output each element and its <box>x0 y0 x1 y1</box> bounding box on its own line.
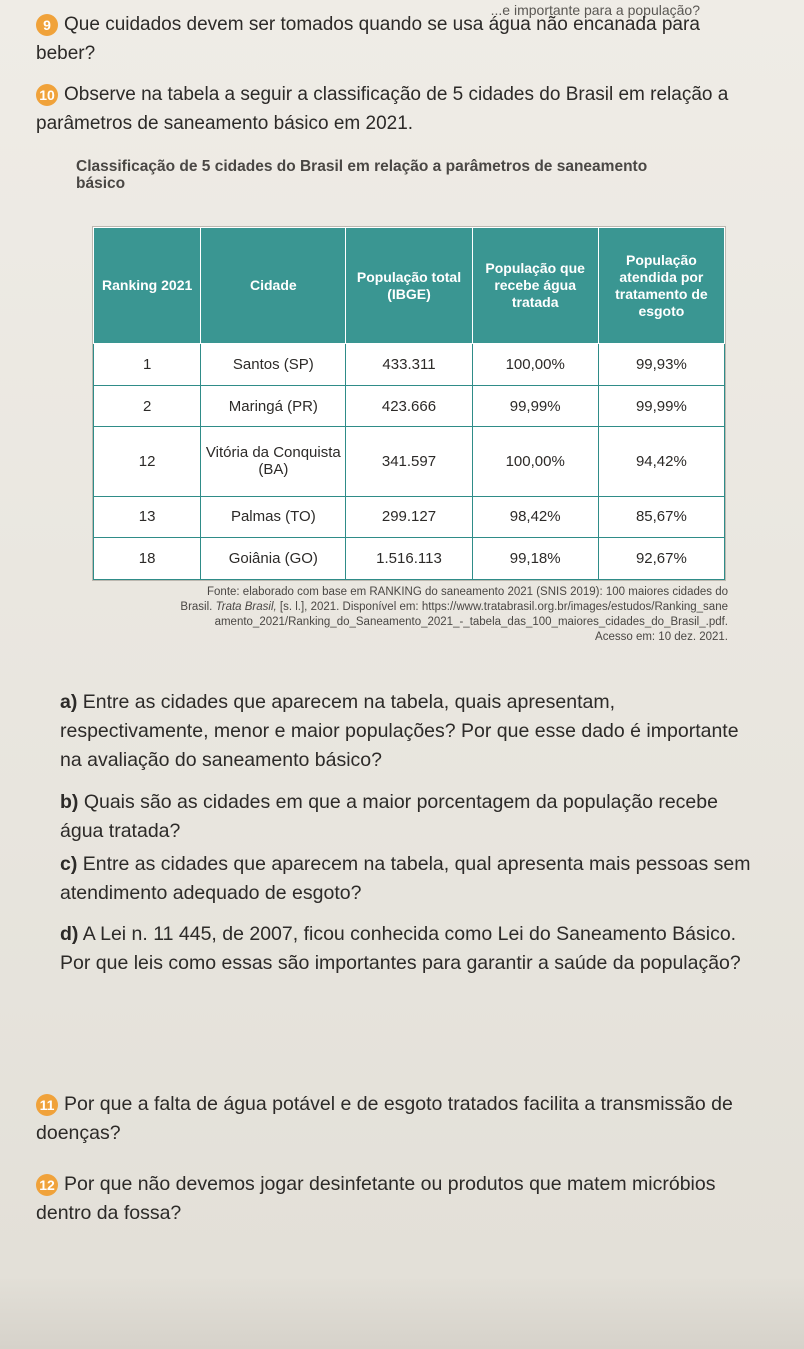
question-9-text: Que cuidados devem ser tomados quando se usa água não encanada para beber? <box>36 14 700 64</box>
previous-question-fragment: ...e importante para a população? <box>490 2 700 18</box>
source-publication: Trata Brasil, <box>215 601 277 613</box>
page-bottom-shadow <box>0 1279 804 1349</box>
header-treated-water: População que recebe água tratada <box>472 228 598 344</box>
question-12 <box>36 1170 756 1228</box>
source-access-date: Acesso em: 10 dez. 2021. <box>595 631 728 643</box>
cell-population: 433.311 <box>346 344 472 386</box>
cell-city: Santos (SP) <box>201 344 346 386</box>
subquestion-letter: a) <box>60 691 78 713</box>
sanitation-table <box>92 226 726 581</box>
source-url: https://www.tratabrasil.org.br/images/estudos/Ranking_saneamento_2021/Ranking_do_Saneamento_2021_-_tabela_das_100_maiores_cidades_do_Brasil_.pdf. <box>214 601 728 628</box>
question-10-text: Observe na tabela a seguir a classificação de 5 cidades do Brasil em relação a parâmetros de saneamento básico em 2021. <box>36 84 729 134</box>
question-9 <box>36 10 726 68</box>
cell-sewage: 92,67% <box>598 538 724 580</box>
table-row <box>94 344 725 386</box>
source-text: Fonte: elaborado com base em RANKING do saneamento 2021 (SNIS 2019): 100 maiores cidades do Brasil. <box>180 586 728 613</box>
header-city: Cidade <box>201 228 346 344</box>
table-row <box>94 538 725 580</box>
header-total-population: População total (IBGE) <box>346 228 472 344</box>
subquestion-text: Entre as cidades que aparecem na tabela, quais apresentam, respectivamente, menor e maior populações? Por que esse dado é importante na avaliação do saneamento básico? <box>60 691 739 771</box>
cell-sewage: 99,99% <box>598 385 724 427</box>
question-10 <box>36 80 736 138</box>
cell-ranking: 13 <box>94 496 201 538</box>
cell-ranking: 18 <box>94 538 201 580</box>
cell-sewage: 85,67% <box>598 496 724 538</box>
cell-population: 1.516.113 <box>346 538 472 580</box>
question-12-number: 12 <box>36 1174 58 1196</box>
cell-water: 98,42% <box>472 496 598 538</box>
cell-city: Palmas (TO) <box>201 496 346 538</box>
table-row <box>94 427 725 496</box>
cell-sewage: 94,42% <box>598 427 724 496</box>
subquestion-a <box>60 688 760 775</box>
cell-population: 423.666 <box>346 385 472 427</box>
question-9-number: 9 <box>36 14 58 36</box>
source-text-2: [s. l.], 2021. Disponível em: <box>279 601 419 613</box>
cell-population: 341.597 <box>346 427 472 496</box>
question-10-number: 10 <box>36 84 58 106</box>
subquestion-letter: c) <box>60 853 78 875</box>
cell-ranking: 1 <box>94 344 201 386</box>
table-source <box>180 585 728 645</box>
subquestion-text: Entre as cidades que aparecem na tabela, qual apresenta mais pessoas sem atendimento adequado de esgoto? <box>60 853 751 904</box>
question-11-number: 11 <box>36 1094 58 1116</box>
table-row <box>94 385 725 427</box>
cell-population: 299.127 <box>346 496 472 538</box>
cell-city: Maringá (PR) <box>201 385 346 427</box>
cell-ranking: 12 <box>94 427 201 496</box>
cell-sewage: 99,93% <box>598 344 724 386</box>
cell-city: Goiânia (GO) <box>201 538 346 580</box>
question-11-text: Por que a falta de água potável e de esgoto tratados facilita a transmissão de doenças? <box>36 1093 733 1144</box>
subquestion-d <box>60 920 760 978</box>
cell-water: 99,18% <box>472 538 598 580</box>
question-12-text: Por que não devemos jogar desinfetante ou produtos que matem micróbios dentro da fossa? <box>36 1173 716 1224</box>
subquestion-c <box>60 850 760 908</box>
cell-city: Vitória da Conquista (BA) <box>201 427 346 496</box>
subquestion-text: Quais são as cidades em que a maior porcentagem da população recebe água tratada? <box>60 791 718 842</box>
header-sewage-treatment: População atendida por tratamento de esgoto <box>598 228 724 344</box>
question-11 <box>36 1090 756 1148</box>
cell-water: 100,00% <box>472 344 598 386</box>
header-ranking: Ranking 2021 <box>94 228 201 344</box>
subquestion-letter: d) <box>60 923 79 945</box>
table-caption: Classificação de 5 cidades do Brasil em relação a parâmetros de saneamento básico <box>76 158 648 192</box>
cell-water: 99,99% <box>472 385 598 427</box>
table-row <box>94 496 725 538</box>
cell-ranking: 2 <box>94 385 201 427</box>
subquestion-letter: b) <box>60 791 79 813</box>
subquestion-b <box>60 788 760 846</box>
subquestion-text: A Lei n. 11 445, de 2007, ficou conhecida como Lei do Saneamento Básico. Por que leis como essas são importantes para garantir a saúde da população? <box>60 923 741 974</box>
cell-water: 100,00% <box>472 427 598 496</box>
